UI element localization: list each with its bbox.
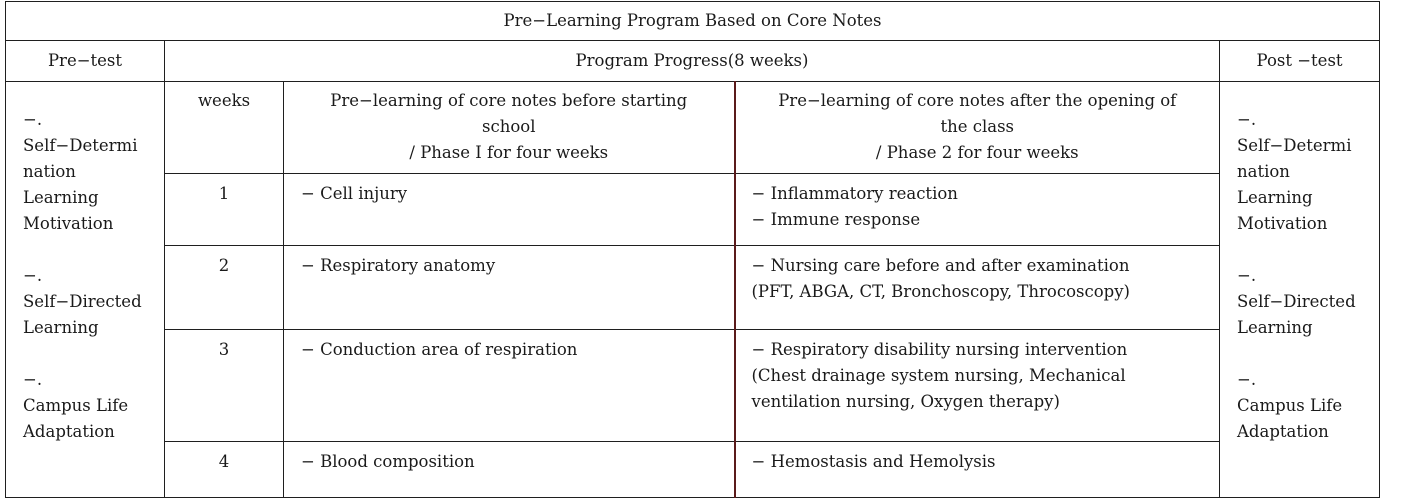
posttest-measure-1: −. Self−Determi nation Learning Motivation xyxy=(1237,110,1352,233)
phase2-topic: − Hemostasis and Hemolysis xyxy=(735,442,1220,498)
phase2-topic: − Respiratory disability nursing intervention (Chest drainage system nursing, Mechanical ventilation nursing, Oxygen therapy) xyxy=(735,330,1220,442)
program-table xyxy=(5,1,1380,498)
posttest-header: Post −test xyxy=(1220,41,1380,82)
table-row xyxy=(6,330,1380,442)
phase1-topic: − Respiratory anatomy xyxy=(284,246,735,330)
posttest-measures xyxy=(1220,82,1380,498)
pretest-header: Pre−test xyxy=(6,41,165,82)
phase1-header: Pre−learning of core notes before starting school / Phase I for four weeks xyxy=(284,82,735,174)
table-row xyxy=(6,442,1380,498)
phase2-header: Pre−learning of core notes after the opening of the class / Phase 2 for four weeks xyxy=(735,82,1220,174)
phase2-topic: − Inflammatory reaction − Immune response xyxy=(735,174,1220,246)
phase2-topic: − Nursing care before and after examination (PFT, ABGA, CT, Bronchoscopy, Throcoscopy) xyxy=(735,246,1220,330)
week-number: 2 xyxy=(165,246,284,330)
phase1-topic: − Cell injury xyxy=(284,174,735,246)
table-title: Pre−Learning Program Based on Core Notes xyxy=(6,2,1380,41)
pretest-measure-2: −. Self−Directed Learning xyxy=(23,266,142,337)
weeks-header: weeks xyxy=(165,82,284,174)
pretest-measures xyxy=(6,82,165,498)
phase1-topic: − Conduction area of respiration xyxy=(284,330,735,442)
progress-header: Program Progress(8 weeks) xyxy=(165,41,1220,82)
week-number: 4 xyxy=(165,442,284,498)
pretest-measure-3: −. Campus Life Adaptation xyxy=(23,370,129,441)
phase1-topic: − Blood composition xyxy=(284,442,735,498)
posttest-measure-2: −. Self−Directed Learning xyxy=(1237,266,1356,337)
table-row xyxy=(6,174,1380,246)
table-row xyxy=(6,246,1380,330)
week-number: 3 xyxy=(165,330,284,442)
pretest-measure-1: −. Self−Determi nation Learning Motivation xyxy=(23,110,138,233)
posttest-measure-3: −. Campus Life Adaptation xyxy=(1237,370,1343,441)
week-number: 1 xyxy=(165,174,284,246)
